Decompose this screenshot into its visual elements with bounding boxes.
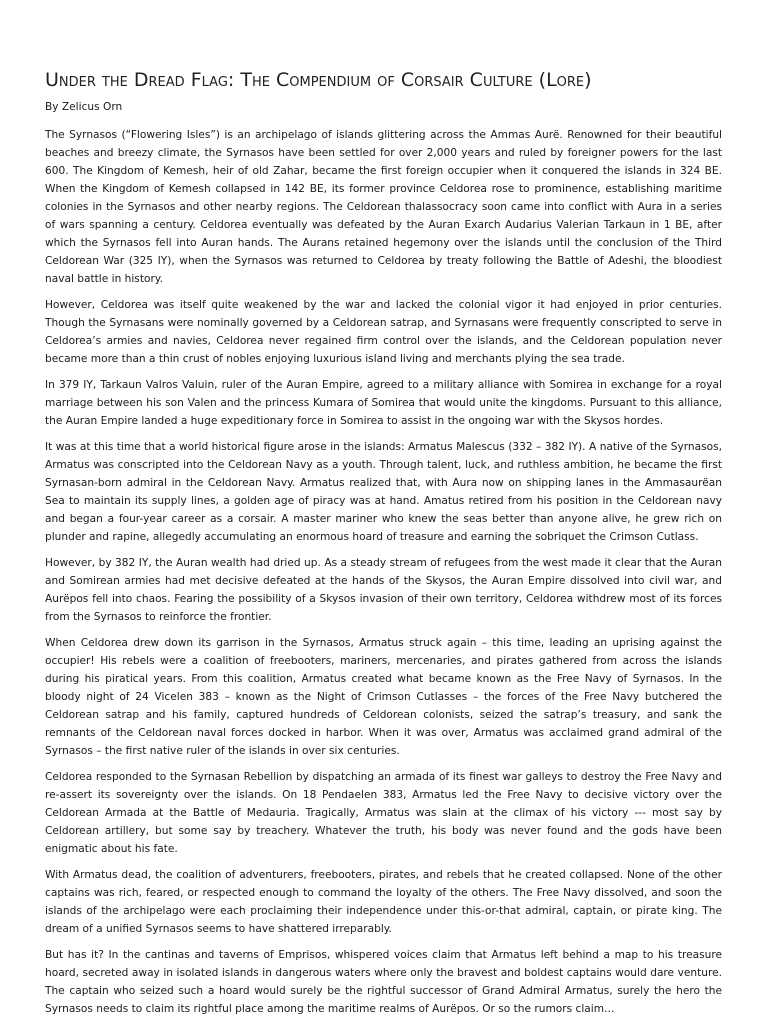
paragraph: In 379 IY, Tarkaun Valros Valuin, ruler of the Auran Empire, agreed to a military alliance with Somirea in exchange for a royal marriage between his son Valen and the princess Kumara of Somirea that would unite the kingdoms. Pursuant to this alliance, the Auran Empire landed a huge expeditionary force in Somirea to assist in the ongoing war with the Skysos hordes. — [45, 379, 722, 427]
paragraph: But has it? In the cantinas and taverns of Emprisos, whispered voices claim that Armatus left behind a map to his treasure hoard, secreted away in isolated islands in dangerous waters where only the bravest and boldest captains would dare venture. The captain who seized such a hoard would surely be the rightful successor of Grand Admiral Armatus, surely the hero the Syrnasos needs to claim its rightful place among the maritime realms of Aurëpos. Or so the rumors claim… — [45, 949, 722, 1015]
author-byline: By Zelicus Orn — [45, 101, 123, 113]
paragraph: With Armatus dead, the coalition of adventurers, freebooters, pirates, and rebels that he created collapsed. None of the other captains was rich, feared, or respected enough to command the loyalty of the others. The Free Navy dissolved, and soon the islands of the archipelago were each proclaiming their independence under this-or-that admiral, captain, or pirate king. The dream of a unified Syrnasos seems to have shattered irreparably. — [45, 869, 722, 935]
paragraph: Celdorea responded to the Syrnasan Rebellion by dispatching an armada of its finest war galleys to destroy the Free Navy and re-assert its sovereignty over the islands. On 18 Pendaelen 383, Armatus led the Free Navy to decisive victory over the Celdorean Armada at the Battle of Medauria. Tragically, Armatus was slain at the climax of his victory --- most say by Celdorean artillery, but some say by treachery. Whatever the truth, his body was never found and the gods have been enigmatic about his fate. — [45, 771, 722, 855]
paragraph: However, by 382 IY, the Auran wealth had dried up. As a steady stream of refugees from the west made it clear that the Auran and Somirean armies had met decisive defeated at the hands of the Skysos, the Auran Empire dissolved into civil war, and Aurëpos fell into chaos. Fearing the possibility of a Skysos invasion of their own territory, Celdorea withdrew most of its forces from the Syrnasos to reinforce the frontier. — [45, 557, 722, 623]
document-page — [45, 68, 722, 1026]
paragraph: However, Celdorea was itself quite weakened by the war and lacked the colonial vigor it had enjoyed in prior centuries. Though the Syrnasans were nominally governed by a Celdorean satrap, and Syrnasans were frequently conscripted to serve in Celdorea’s armies and navies, Celdorea never regained firm control over the islands, and the Celdorean population never became more than a thin crust of nobles enjoying luxurious island living and merchants plying the sea trade. — [45, 299, 722, 365]
paragraph: It was at this time that a world historical figure arose in the islands: Armatus Malescus (332 – 382 IY). A native of the Syrnasos, Armatus was conscripted into the Celdorean Navy as a youth. Through talent, luck, and ruthless ambition, he became the first Syrnasan-born admiral in the Celdorean Navy. Armatus realized that, with Aura now on shipping lanes in the Ammasaurëan Sea to maintain its supply lines, a golden age of piracy was at hand. Amatus retired from his position in the Celdorean navy and began a four-year career as a corsair. A master mariner who knew the seas better than anyone alive, he grew rich on plunder and rapine, allegedly accumulating an enormous hoard of treasure and earning the sobriquet the Crimson Cutlass. — [45, 441, 722, 543]
document-title: Under the Dread Flag: The Compendium of Corsair Culture (Lore) — [45, 69, 592, 91]
document-body — [45, 126, 722, 1018]
paragraph: When Celdorea drew down its garrison in the Syrnasos, Armatus struck again – this time, leading an uprising against the occupier! His rebels were a coalition of freebooters, mariners, mercenaries, and pirates gathered from across the islands during his piratical years. From this coalition, Armatus created what became known as the Free Navy of Syrnasos. In the bloody night of 24 Vicelen 383 – known as the Night of Crimson Cutlasses – the forces of the Free Navy butchered the Celdorean satrap and his family, captured hundreds of Celdorean colonists, seized the satrap’s treasury, and sank the remnants of the Celdorean naval forces docked in harbor. When it was over, Armatus was acclaimed grand admiral of the Syrnasos – the first native ruler of the islands in over six centuries. — [45, 637, 722, 757]
paragraph: The Syrnasos (“Flowering Isles”) is an archipelago of islands glittering across the Ammas Aurë. Renowned for their beautiful beaches and breezy climate, the Syrnasos have been settled for over 2,000 years and ruled by foreigner powers for the last 600. The Kingdom of Kemesh, heir of old Zahar, became the first foreign occupier when it conquered the islands in 324 BE. When the Kingdom of Kemesh collapsed in 142 BE, its former province Celdorea rose to prominence, establishing maritime colonies in the Syrnasos and other nearby regions. The Celdorean thalassocracy soon came into conflict with Aura in a series of wars spanning a century. Celdorea eventually was defeated by the Auran Exarch Audarius Valerian Tarkaun in 1 BE, after which the Syrnasos fell into Auran hands. The Aurans retained hegemony over the islands until the conclusion of the Third Celdorean War (325 IY), when the Syrnasos was returned to Celdorea by treaty following the Battle of Adeshi, the bloodiest naval battle in history. — [45, 129, 722, 285]
